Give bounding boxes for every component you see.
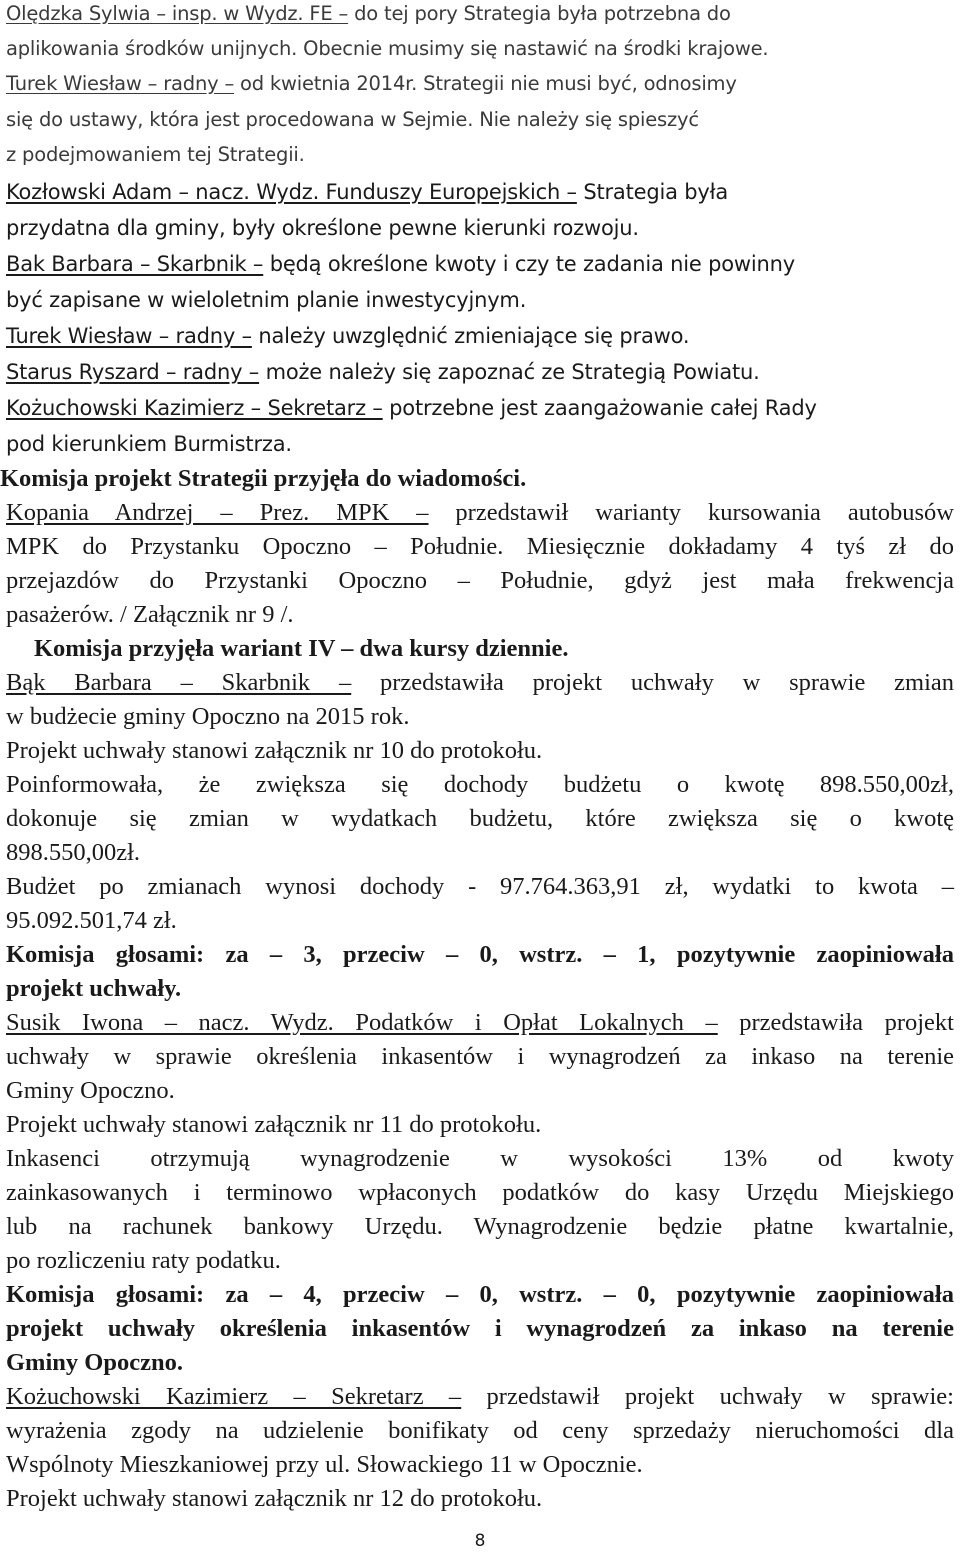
speaker-name: Susik Iwona – nacz. Wydz. Podatków i Opłat Lokalnych – — [6, 1009, 718, 1036]
text-line: pasażerów. / Załącznik nr 9 /. — [6, 601, 294, 628]
statement-text: przedstawiła projekt uchwały w sprawie zmian — [351, 669, 954, 696]
speaker-name: Turek Wiesław – radny – — [6, 72, 234, 95]
text-line: się do ustawy, która jest procedowana w Sejmie. Nie należy się spieszyć — [6, 108, 699, 131]
text-line: Budżet po zmianach wynosi dochody - 97.764.363,91 zł, wydatki to kwota – — [6, 873, 954, 900]
vote-result: projekt uchwały określenia inkasentów i wynagrodzeń za inkaso na terenie — [6, 1315, 954, 1342]
text-line: dokonuje się zmian w wydatkach budżetu, które zwiększa się o kwotę — [6, 805, 954, 832]
text-line: zainkasowanych i terminowo wpłaconych podatków do kasy Urzędu Miejskiego — [6, 1179, 954, 1206]
statement-text: od kwietnia 2014r. Strategii nie musi być, odnosimy — [234, 72, 737, 95]
speaker-name: Kopania Andrzej – Prez. MPK – — [6, 499, 429, 526]
speaker-name: Kożuchowski Kazimierz – Sekretarz – — [6, 396, 383, 420]
statement-text: będą określone kwoty i czy te zadania nie powinny — [263, 252, 795, 276]
speaker-name: Olędzka Sylwia – insp. w Wydz. FE – — [6, 2, 349, 25]
speaker-name: Starus Ryszard – radny – — [6, 360, 260, 384]
text-line: Wspólnoty Mieszkaniowej przy ul. Słowackiego 11 w Opocznie. — [6, 1451, 643, 1478]
text-line: uchwały w sprawie określenia inkasentów i wynagrodzeń za inkaso na terenie — [6, 1043, 954, 1070]
text-line: Projekt uchwały stanowi załącznik nr 10 do protokołu. — [6, 737, 543, 764]
text-line: 95.092.501,74 zł. — [6, 907, 177, 934]
text-line: Gminy Opoczno. — [6, 1077, 175, 1104]
text-line — [6, 396, 817, 420]
text-line: aplikowania środków unijnych. Obecnie musimy się nastawić na środki krajowe. — [6, 37, 769, 60]
vote-result: Komisja głosami: za – 3, przeciw – 0, wstrz. – 1, pozytywnie zaopiniowała — [6, 941, 954, 968]
text-line: Poinformowała, że zwiększa się dochody budżetu o kwotę 898.550,00zł, — [6, 771, 954, 798]
text-line: w budżecie gminy Opoczno na 2015 rok. — [6, 703, 410, 730]
text-line — [6, 324, 689, 348]
text-line: pod kierunkiem Burmistrza. — [6, 432, 292, 456]
text-line: Projekt uchwały stanowi załącznik nr 12 do protokołu. — [6, 1485, 543, 1512]
statement-text: Strategia była — [576, 180, 729, 204]
speaker-name: Turek Wiesław – radny – — [6, 324, 252, 348]
text-line — [6, 2, 731, 25]
text-line: po rozliczeniu raty podatku. — [6, 1247, 281, 1274]
text-line: lub na rachunek bankowy Urzędu. Wynagrodzenie będzie płatne kwartalnie, — [6, 1213, 954, 1240]
text-line — [6, 360, 760, 384]
vote-result: Komisja głosami: za – 4, przeciw – 0, wstrz. – 0, pozytywnie zaopiniowała — [6, 1281, 954, 1308]
vote-result: Gminy Opoczno. — [6, 1349, 183, 1376]
statement-text: przedstawił warianty kursowania autobusów — [428, 499, 954, 526]
text-line — [6, 499, 954, 527]
text-line: wyrażenia zgody na udzielenie bonifikaty od ceny sprzedaży nieruchomości dla — [6, 1417, 954, 1444]
text-line: być zapisane w wieloletnim planie inwestycyjnym. — [6, 288, 527, 312]
text-line: przejazdów do Przystanki Opoczno – Południe, gdyż jest mała frekwencja — [6, 567, 954, 594]
statement-text: przedstawił projekt uchwały w sprawie: — [461, 1383, 954, 1410]
statement-text: przedstawiła projekt — [717, 1009, 954, 1036]
text-line — [6, 669, 954, 697]
speaker-name: Bąk Barbara – Skarbnik – — [6, 669, 352, 696]
statement-text: do tej pory Strategia była potrzebna do — [348, 2, 731, 25]
statement-text: należy uwzględnić zmieniające się prawo. — [251, 324, 690, 348]
speaker-name: Bak Barbara – Skarbnik – — [6, 252, 264, 276]
text-line: MPK do Przystanku Opoczno – Południe. Miesięcznie dokładamy 4 tyś zł do — [6, 533, 954, 560]
text-line — [6, 72, 737, 95]
speaker-name: Kozłowski Adam – nacz. Wydz. Funduszy Europejskich – — [6, 180, 577, 204]
text-line: 898.550,00zł. — [6, 839, 141, 866]
statement-text: potrzebne jest zaangażowanie całej Rady — [382, 396, 817, 420]
page-number: 8 — [474, 1531, 486, 1551]
commission-decision: Komisja projekt Strategii przyjęła do wiadomości. — [0, 465, 527, 492]
text-line: Projekt uchwały stanowi załącznik nr 11 do protokołu. — [6, 1111, 542, 1138]
text-line: Inkasenci otrzymują wynagrodzenie w wysokości 13% od kwoty — [6, 1145, 954, 1172]
speaker-name: Kożuchowski Kazimierz – Sekretarz – — [6, 1383, 462, 1410]
text-line — [6, 180, 728, 204]
vote-result: projekt uchwały. — [6, 975, 182, 1002]
text-line — [6, 252, 795, 276]
text-line — [6, 1383, 954, 1411]
text-line: przydatna dla gminy, były określone pewne kierunki rozwoju. — [6, 216, 639, 240]
text-line — [6, 1009, 954, 1037]
commission-decision: Komisja przyjęła wariant IV – dwa kursy dziennie. — [34, 635, 569, 662]
statement-text: może należy się zapoznać ze Strategią Powiatu. — [259, 360, 760, 384]
text-line: z podejmowaniem tej Strategii. — [6, 143, 305, 166]
